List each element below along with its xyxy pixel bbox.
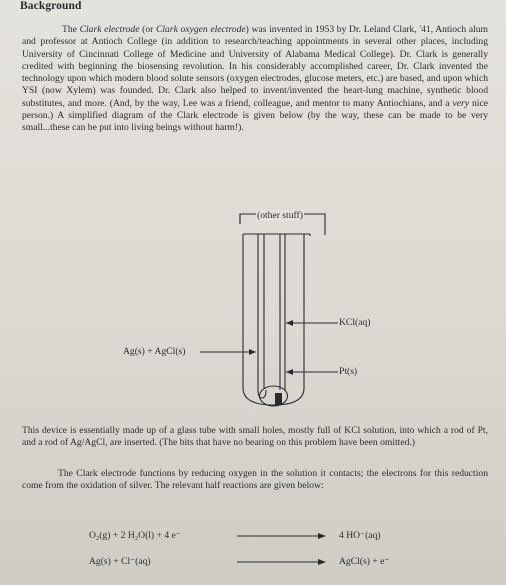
intro-emphasis-very: very [452, 97, 470, 109]
device-description-paragraph: This device is essentially made up of a glass tube with small holes, mostly full of KCl solution, into which a rod of Pt, and a rod of Ag/AgCl, are inserted. (The bits that have no bearing on this problem have been omitted.) [22, 425, 488, 449]
intro-text-2: (or [139, 24, 156, 35]
intro-text-4: nice person.) A simplified diagram of the Clark electrode is given below (by the way, these can be made to be very small...these can be put into living beings without harm!). [22, 97, 488, 134]
reaction-1-products: 4 HO⁻(aq) [339, 530, 381, 541]
label-other-stuff: (other stuff) [257, 210, 303, 221]
reaction-2-products: AgCl(s) + e⁻ [339, 556, 390, 567]
section-heading: Background [20, 0, 82, 12]
intro-text-3: ) was invented in 1953 by Dr. Leland Clark, '41, Antioch alum and professor at Antioch College (in addition to research/teaching appointments in several other places, including University of Cincinnati College of Medicine and University of Alabama Medical College). Dr. Clark is generally credited with beginning the biosensing revolution. In his considerably accomplished career, Dr. Clark invented the technology upon which modern blood solute sensors (oxygen electrodes, glucose meters, etc.) are based, and upon which YSI (now Xylem) was founded. Dr. Clark also helped to invent/invented the heart-lung machine, synthetic blood substitutes, and more. (And, by the way, Lee was a friend, colleague, and mentor to many Antiochians, and a [22, 24, 489, 109]
label-kcl: KCl(aq) [339, 317, 371, 328]
label-ag-agcl: Ag(s) + AgCl(s) [123, 346, 186, 357]
intro-term-clark-electrode: Clark electrode [79, 24, 140, 35]
function-paragraph: The Clark electrode functions by reducing oxygen in the solution it contacts; the electrons for this reduction come from the oxidation of silver. The relevant half reactions are given below: [22, 468, 488, 492]
reaction-1-reactants: O₂(g) + 2 H₂O(l) + 4 e⁻ [89, 530, 181, 541]
label-pt: Pt(s) [339, 366, 358, 377]
reaction-1-arrowhead [318, 533, 326, 539]
intro-term-clark-oxygen-electrode: Clark oxygen electrode [155, 24, 246, 35]
intro-text-1: The [62, 24, 80, 35]
reaction-2-arrowhead [318, 559, 326, 565]
reaction-2-reactants: Ag(s) + Cl⁻(aq) [89, 556, 151, 567]
